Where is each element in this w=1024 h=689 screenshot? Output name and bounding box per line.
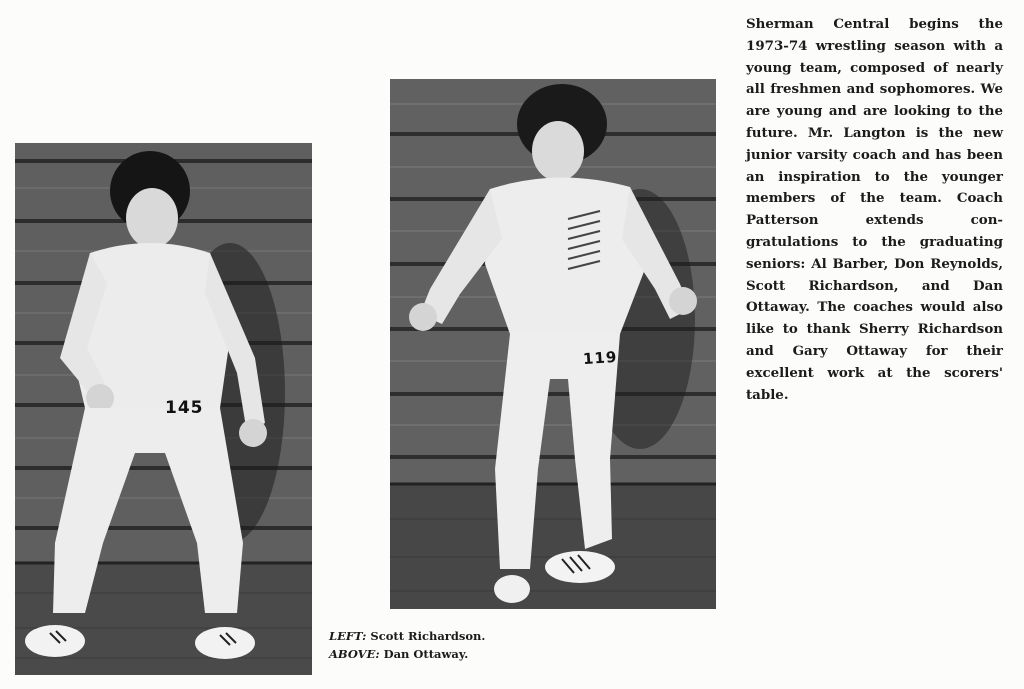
caption-text: Scott Richardson. [366,629,486,643]
wrestler-photo-right [390,79,716,609]
caption-label: ABOVE: [329,647,380,661]
photo-dan-ottaway [390,79,716,609]
jersey-number: 119 [582,347,618,369]
article-body: Sherman Central begins the 1973-74 wrestling season with a young team, composed of nearly all freshmen and sophomores. We are young and are looking to the future. Mr. Langton is the new junior varsity coach and has been an inspiration to the younger members of the team. Coach Patterson extends con-gratulations to the graduating seniors: Al Barber, Don Reynolds, Scott Richardson, and Dan Ottaway. The coaches would also like to thank Sherry Richardson and Gary Ottaway for their excellent work at the scorers' table. [746,16,1003,403]
caption-text: Dan Ottaway. [379,647,469,661]
photo-captions [329,627,485,663]
caption-left [329,627,485,645]
wrestler-photo-left [15,143,312,675]
caption-above [329,645,485,663]
photo-scott-richardson [15,143,312,675]
caption-label: LEFT: [329,629,367,643]
jersey-number: 145 [165,398,204,418]
